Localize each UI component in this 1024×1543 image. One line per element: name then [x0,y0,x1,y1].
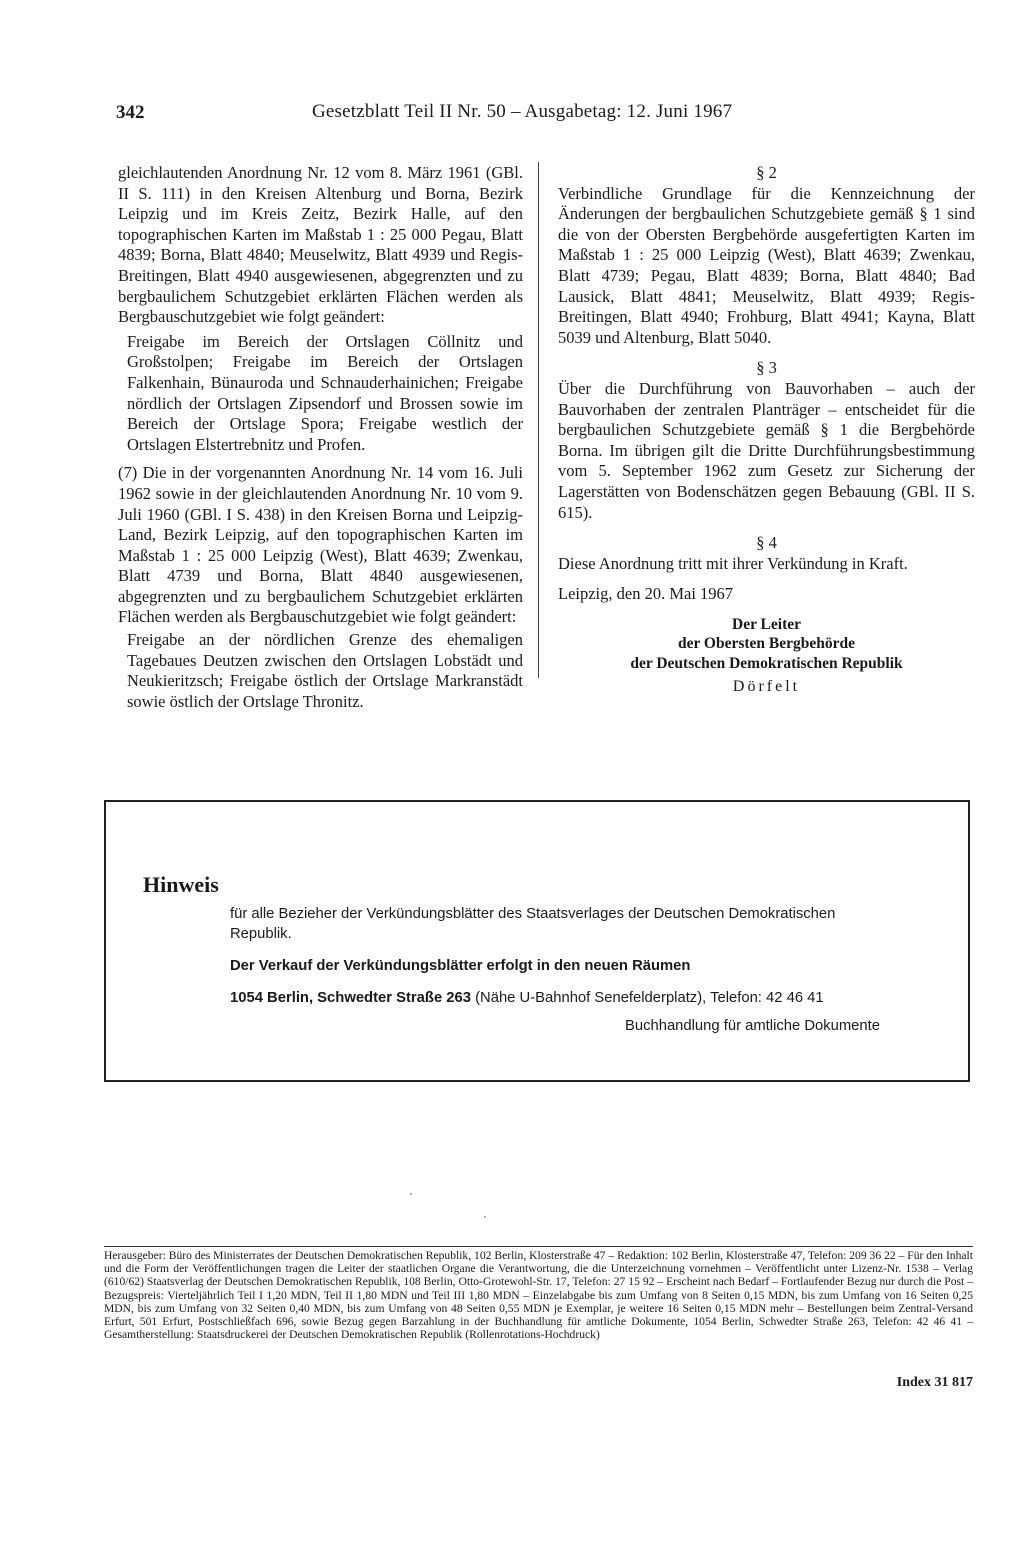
section-2-text: Verbindliche Grundlage für die Kennzeichnung der Änderungen der bergbaulichen Schutzgebiete gemäß § 1 sind die von der Obersten Bergbehörde ausgefertigten Karten im Maßstab 1 : 25 000 Leipzig (West), Blatt 4639; Zwenkau, Blatt 4739; Pegau, Blatt 4839; Borna, Blatt 4840; Bad Lausick, Blatt 4841; Meuselwitz, Blatt 4939; Regis-Breitingen, Blatt 4940; Frohburg, Blatt 4941; Kayna, Blatt 5039 und Altenburg, Blatt 5040. [558,183,975,347]
page-header-title: Gesetzblatt Teil II Nr. 50 – Ausgabetag: 12. Juni 1967 [312,101,733,122]
imprint-text: Herausgeber: Büro des Ministerrates der Deutschen Demokratischen Republik, 102 Berlin, Klosterstraße 47 – Redaktion: 102 Berlin, Klosterstraße 47, Telefon: 209 36 22 – Für den Inhalt und die Form der Veröffentlichungen tragen die Leiter der staatlichen Organe die Verantwortung, die die Unterzeichnung vornehmen – Veröffentlicht unter Lizenz-Nr. 1538 – Verlag (610/62) Staatsverlag der Deutschen Demokratischen Republik, 108 Berlin, Otto-Grotewohl-Str. 17, Telefon: 27 15 92 – Erscheint nach Bedarf – Fortlaufender Bezug nur durch die Post – Bezugspreis: Vierteljährlich Teil I 1,20 MDN, Teil II 1,80 MDN und Teil III 1,80 MDN – Einzelabgabe bis zum Umfang von 8 Seiten 0,15 MDN, bis zum Umfang von 16 Seiten 0,25 MDN, bis zum Umfang von 32 Seiten 0,40 MDN, bis zum Umfang von 48 Seiten 0,55 MDN je Exemplar, je weitere 16 Seiten 0,15 MDN mehr – Bestellungen beim Zentral-Versand Erfurt, 501 Erfurt, Postschließfach 696, sowie Bezug gegen Barzahlung in der Buchhandlung für amtliche Dokumente, 1054 Berlin, Schwedter Straße 263, Telefon: 42 46 41 – Gesamtherstellung: Staatsdruckerei der Deutschen Demokratischen Republik (Rollenrotations-Hochdruck) [104,1249,973,1342]
notice-title: Hinweis [143,872,219,897]
index-number: Index 31 817 [896,1375,973,1390]
notice-line-3 [230,988,880,1008]
left-paragraph-4: Freigabe an der nördlichen Grenze des ehemaligen Tagebaues Deutzen zwischen den Ortslagen Lobstädt und Neukieritzsch; Freigabe östlich der Ortslage Markranstädt sowie östlich der Ortslage Thronitz. [127,630,523,711]
print-speck [410,1193,412,1195]
section-4-text: Diese Anordnung tritt mit ihrer Verkündung in Kraft. [558,553,908,573]
imprint [104,1249,973,1341]
notice-line-2: Der Verkauf der Verkündungsblätter erfolgt in den neuen Räumen [230,958,691,974]
section-3-text: Über die Durchführung von Bauvorhaben – auch der Bauvorhaben der zentralen Planträger – entscheidet für die bergbaulichen Schutzgebiete gemäß § 1 die Bergbehörde Borna. Im übrigen gilt die Dritte Durchführungsbestimmung vom 5. September 1962 zum Gesetz zur Sicherung der Lagerstätten von Bodenschätzen gegen Bebauung (GBl. II S. 615). [558,378,975,522]
place-date: Leipzig, den 20. Mai 1967 [558,584,734,604]
print-speck [484,1216,486,1218]
footer-rule [104,1246,973,1247]
page-number: 342 [116,102,145,123]
signatory-name: Dörfelt [732,678,801,696]
section-3-heading: § 3 [756,358,777,378]
section-2-heading: § 2 [756,163,777,182]
signature-line-3: der Deutschen Demokratischen Republik [630,654,903,672]
left-paragraph-1: gleichlautenden Anordnung Nr. 12 vom 8. März 1961 (GBl. II S. 111) in den Kreisen Altenburg und Borna, Bezirk Leipzig und im Kreis Zeitz, Bezirk Halle, auf den topographischen Karten im Maßstab 1 : 25 000 Pegau, Blatt 4839; Borna, Blatt 4840; Meuselwitz, Blatt 4939 und Regis-Breitingen, Blatt 4940 ausgewiesenen, abgegrenzten und zu bergbaulichem Schutzgebiet erklärten Flächen werden als Bergbauschutzgebiet wie folgt geändert: [118,163,523,327]
signature-line-2: der Obersten Bergbehörde [677,635,856,653]
signature-line-1: Der Leiter [732,615,801,633]
left-paragraph-2: Freigabe im Bereich der Ortslagen Cöllnitz und Großstolpen; Freigabe im Bereich der Ortslagen Falkenhain, Bünauroda und Schnauderhainichen; Freigabe nördlich der Ortslagen Zipsendorf und Brossen sowie im Bereich der Ortslage Spora; Freigabe westlich der Ortslagen Elstertrebnitz und Profen. [127,331,523,454]
notice-address: 1054 Berlin, Schwedter Straße 263 [230,990,471,1006]
notice-address-detail: (Nähe U-Bahnhof Senefelderplatz), Telefon: 42 46 41 [475,990,824,1006]
notice-line-4: Buchhandlung für amtliche Dokumente [625,1018,880,1034]
right-column [558,163,975,698]
notice-line-1: für alle Bezieher der Verkündungsblätter des Staatsverlages der Deutschen Demokratischen Republik. [230,906,836,942]
left-paragraph-3: (7) Die in der vorgenannten Anordnung Nr. 14 vom 16. Juli 1962 sowie in der gleichlautenden Anordnung Nr. 10 vom 9. Juli 1960 (GBl. I S. 438) in den Kreisen Borna und Leipzig-Land, Bezirk Leipzig, auf den topographischen Karten im Maßstab 1 : 25 000 Leipzig (West), Blatt 4639; Zwenkau, Blatt 4739 und Borna, Blatt 4840 ausgewiesenen, abgegrenzten und zu bergbaulichem Schutzgebiet erklärten Flächen werden als Bergbauschutzgebiet wie folgt geändert: [118,463,523,627]
notice-body [230,904,880,1036]
section-4-heading: § 4 [756,533,777,553]
column-divider [538,162,539,678]
signature-block [558,615,975,698]
left-column [118,163,523,712]
